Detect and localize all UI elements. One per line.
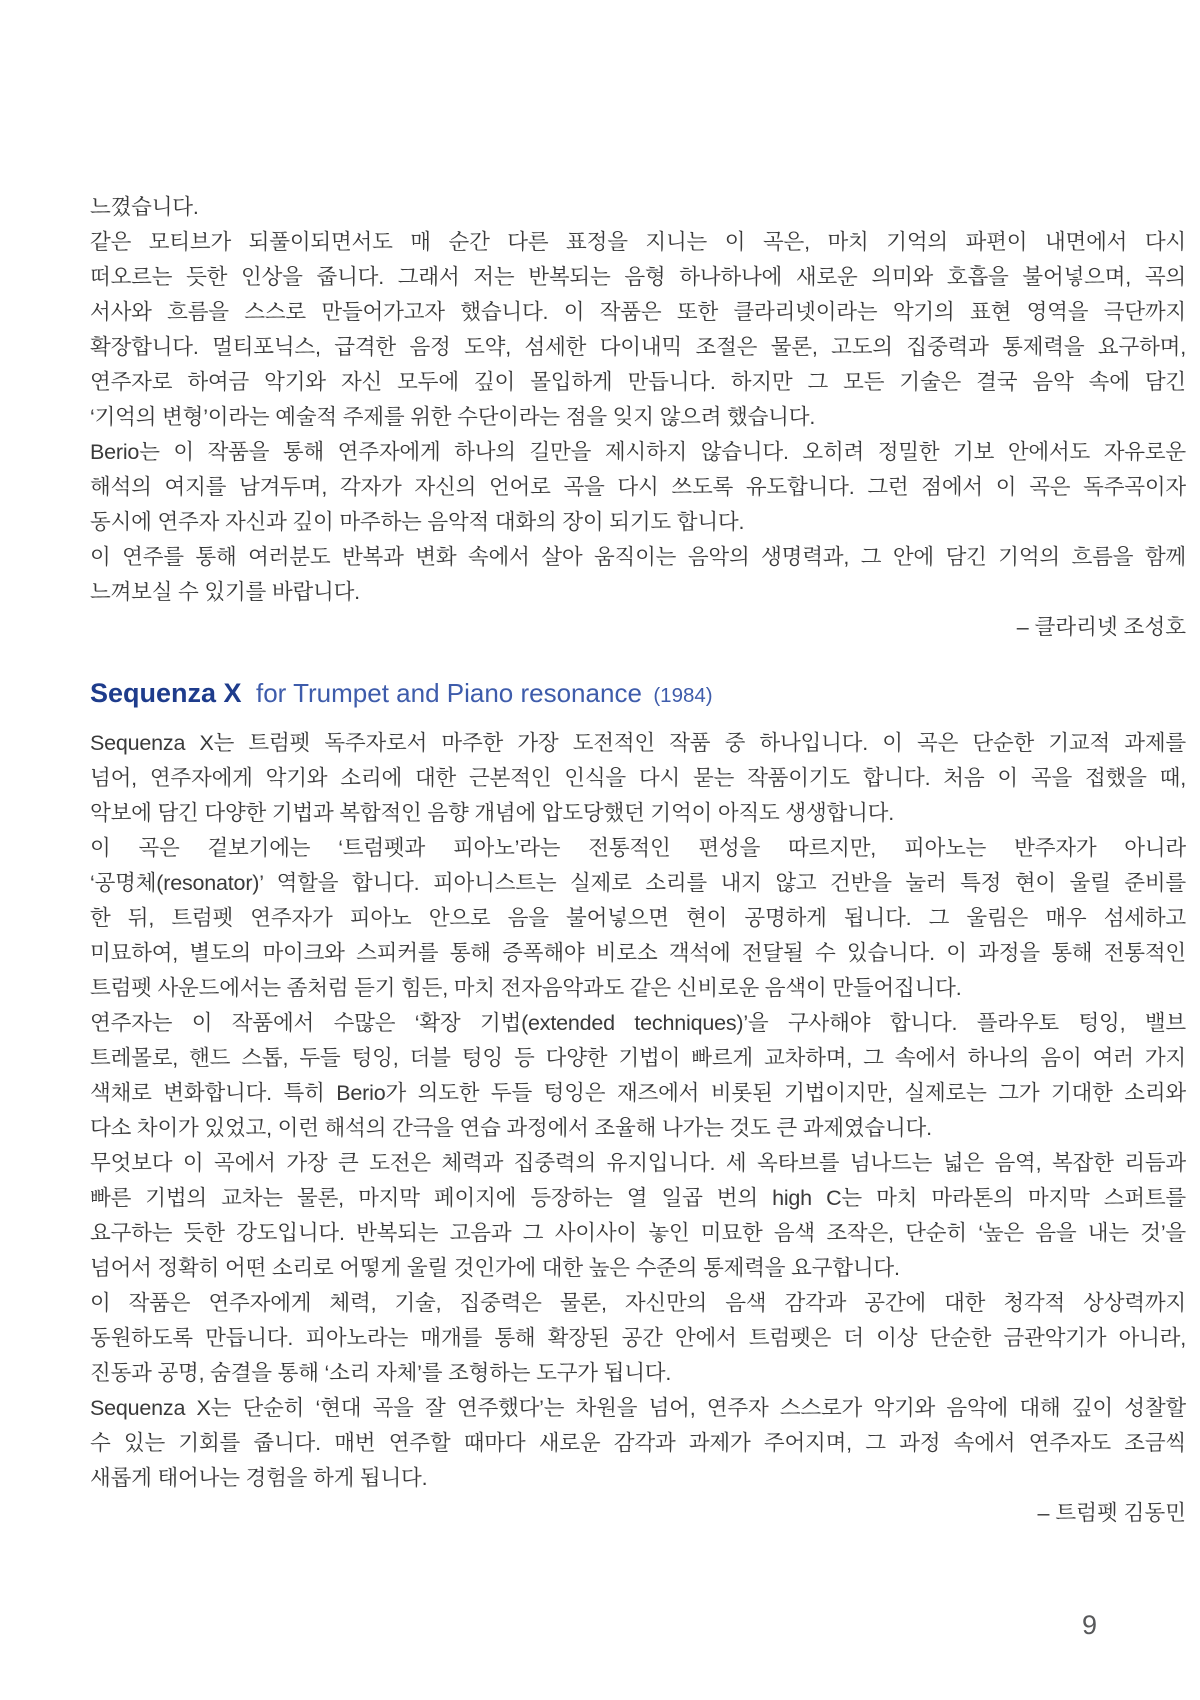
paragraph bbox=[90, 726, 1186, 831]
trumpet-note-body bbox=[90, 726, 1186, 1496]
text-line: Sequenza X는 트럼펫 독주자로서 마주한 가장 도전적인 작품 중 하나입니다. 이 곡은 단순한 기교적 과제를 bbox=[90, 731, 1186, 755]
text-line: 미묘하여, 별도의 마이크와 스피커를 통해 증폭해야 비로소 객석에 전달될 수 있습니다. 이 과정을 통해 전통적인 bbox=[90, 941, 1186, 965]
paragraph bbox=[90, 1286, 1186, 1391]
text-line: 트레몰로, 핸드 스톱, 두들 텅잉, 더블 텅잉 등 다양한 기법이 빠르게 교차하며, 그 속에서 하나의 음이 여러 가지 bbox=[90, 1046, 1186, 1070]
text-line: 한 뒤, 트럼펫 연주자가 피아노 안으로 음을 불어넣으면 현이 공명하게 됩니다. 그 울림은 매우 섬세하고 bbox=[90, 906, 1186, 930]
text-line: 느껴보실 수 있기를 바랍니다. bbox=[90, 580, 360, 604]
text-line: 동시에 연주자 자신과 깊이 마주하는 음악적 대화의 장이 되기도 합니다. bbox=[90, 510, 745, 534]
heading-work-title: Sequenza X bbox=[90, 678, 242, 708]
paragraph bbox=[90, 1391, 1186, 1496]
text-line: Sequenza X는 단순히 ‘현대 곡을 잘 연주했다’는 차원을 넘어, 연주자 스스로가 악기와 음악에 대해 깊이 성찰할 bbox=[90, 1396, 1186, 1420]
text-line: 확장합니다. 멀티포닉스, 급격한 음정 도약, 섬세한 다이내믹 조절은 물론, 고도의 집중력과 통제력을 요구하며, bbox=[90, 335, 1186, 359]
text-line: 색채로 변화합니다. 특히 Berio가 의도한 두들 텅잉은 재즈에서 비롯된 기법이지만, 실제로는 그가 기대한 소리와 bbox=[90, 1081, 1186, 1105]
paragraph bbox=[90, 435, 1186, 540]
clarinet-note-body bbox=[90, 190, 1186, 610]
section-heading bbox=[90, 673, 1186, 713]
heading-year: (1984) bbox=[653, 684, 713, 707]
text-line: 연주자로 하여금 악기와 자신 모두에 깊이 몰입하게 만듭니다. 하지만 그 모든 기술은 결국 음악 속에 담긴 bbox=[90, 370, 1186, 394]
text-line: 서사와 흐름을 스스로 만들어가고자 했습니다. 이 작품은 또한 클라리넷이라는 악기의 표현 영역을 극단까지 bbox=[90, 300, 1186, 324]
text-line: 넘어, 연주자에게 악기와 소리에 대한 근본적인 인식을 다시 묻는 작품이기도 합니다. 처음 이 곡을 접했을 때, bbox=[90, 766, 1186, 790]
text-line: 해석의 여지를 남겨두며, 각자가 자신의 언어로 곡을 다시 쓰도록 유도합니다. 그런 점에서 이 곡은 독주곡이자 bbox=[90, 475, 1186, 499]
text-line: 진동과 공명, 숨결을 통해 ‘소리 자체’를 조형하는 도구가 됩니다. bbox=[90, 1361, 672, 1385]
text-line: 무엇보다 이 곡에서 가장 큰 도전은 체력과 집중력의 유지입니다. 세 옥타브를 넘나드는 넓은 음역, 복잡한 리듬과 bbox=[90, 1151, 1186, 1175]
paragraph bbox=[90, 831, 1186, 1006]
paragraph bbox=[90, 540, 1186, 610]
text-line: Berio는 이 작품을 통해 연주자에게 하나의 길만을 제시하지 않습니다. 오히려 정밀한 기보 안에서도 자유로운 bbox=[90, 440, 1186, 464]
text-line: 다소 차이가 있었고, 이런 해석의 간극을 연습 과정에서 조율해 나가는 것도 큰 과제였습니다. bbox=[90, 1116, 932, 1140]
text-line: 같은 모티브가 되풀이되면서도 매 순간 다른 표정을 지니는 이 곡은, 마치 기억의 파편이 내면에서 다시 bbox=[90, 230, 1186, 254]
text-line: 떠오르는 듯한 인상을 줍니다. 그래서 저는 반복되는 음형 하나하나에 새로운 의미와 호흡을 불어넣으며, 곡의 bbox=[90, 265, 1186, 289]
text-line: 악보에 담긴 다양한 기법과 복합적인 음향 개념에 압도당했던 기억이 아직도 생생합니다. bbox=[90, 801, 894, 825]
page-number: 9 bbox=[1082, 1610, 1098, 1640]
text-line: 이 작품은 연주자에게 체력, 기술, 집중력은 물론, 자신만의 음색 감각과 공간에 대한 청각적 상상력까지 bbox=[90, 1291, 1186, 1315]
text-line: 수 있는 기회를 줍니다. 매번 연주할 때마다 새로운 감각과 과제가 주어지며, 그 과정 속에서 연주자도 조금씩 bbox=[90, 1431, 1186, 1455]
text-line: 느꼈습니다. bbox=[90, 195, 199, 219]
text-line: ‘공명체(resonator)’ 역할을 합니다. 피아니스트는 실제로 소리를 내지 않고 건반을 눌러 특정 현이 울릴 준비를 bbox=[90, 871, 1186, 895]
text-line: 요구하는 듯한 강도입니다. 반복되는 고음과 그 사이사이 놓인 미묘한 음색 조작은, 단순히 ‘높은 음을 내는 것’을 bbox=[90, 1221, 1186, 1245]
text-line: 이 연주를 통해 여러분도 반복과 변화 속에서 살아 움직이는 음악의 생명력과, 그 안에 담긴 기억의 흐름을 함께 bbox=[90, 545, 1186, 569]
text-line: 새롭게 태어나는 경험을 하게 됩니다. bbox=[90, 1466, 428, 1490]
heading-subtitle: for Trumpet and Piano resonance bbox=[256, 678, 642, 708]
text-line: 트럼펫 사운드에서는 좀처럼 듣기 힘든, 마치 전자음악과도 같은 신비로운 음색이 만들어집니다. bbox=[90, 976, 962, 1000]
text-line: 빠른 기법의 교차는 물론, 마지막 페이지에 등장하는 열 일곱 번의 high C는 마치 마라톤의 마지막 스퍼트를 bbox=[90, 1186, 1186, 1210]
paragraph bbox=[90, 1006, 1186, 1146]
text-line: 동원하도록 만듭니다. 피아노라는 매개를 통해 확장된 공간 안에서 트럼펫은 더 이상 단순한 금관악기가 아니라, bbox=[90, 1326, 1186, 1350]
paragraph bbox=[90, 1146, 1186, 1286]
trumpet-signature: – 트럼펫 김동민 bbox=[1037, 1501, 1186, 1525]
text-line: 넘어서 정확히 어떤 소리로 어떻게 울릴 것인가에 대한 높은 수준의 통제력을 요구합니다. bbox=[90, 1256, 900, 1280]
paragraph bbox=[90, 190, 1186, 225]
text-line: 연주자는 이 작품에서 수많은 ‘확장 기법(extended techniques)’을 구사해야 합니다. 플라우토 텅잉, 밸브 bbox=[90, 1011, 1186, 1035]
paragraph bbox=[90, 225, 1186, 435]
text-line: ‘기억의 변형’이라는 예술적 주제를 위한 수단이라는 점을 잊지 않으려 했습니다. bbox=[90, 405, 816, 429]
clarinet-signature: – 클라리넷 조성호 bbox=[1016, 615, 1186, 639]
text-line: 이 곡은 겉보기에는 ‘트럼펫과 피아노’라는 전통적인 편성을 따르지만, 피아노는 반주자가 아니라 bbox=[90, 836, 1186, 860]
text-column bbox=[90, 190, 1186, 1531]
